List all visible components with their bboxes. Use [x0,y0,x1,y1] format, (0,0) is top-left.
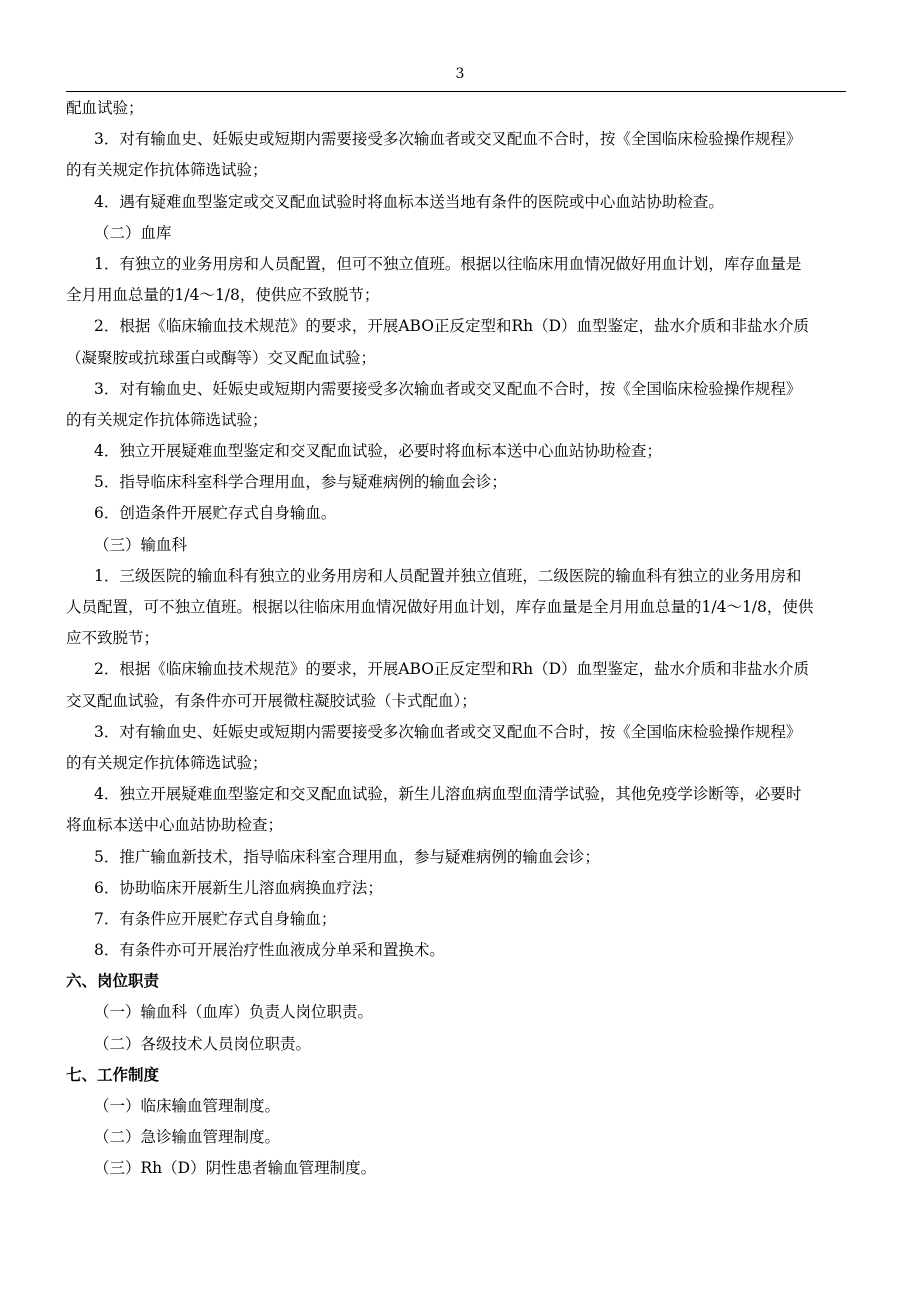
text-line: 3．对有输血史、妊娠史或短期内需要接受多次输血者或交叉配血不合时，按《全国临床检验操作规程》 [94,722,802,741]
text-line: 6．创造条件开展贮存式自身输血。 [94,504,337,523]
text-line: 的有关规定作抗体筛选试验； [66,753,268,772]
text-line: 3．对有输血史、妊娠史或短期内需要接受多次输血者或交叉配血不合时，按《全国临床检验操作规程》 [94,130,802,149]
text-line: 的有关规定作抗体筛选试验； [66,410,268,429]
text-line: （一）输血科（血库）负责人岗位职责。 [94,1003,374,1022]
header-rule [66,91,846,92]
text-line: （三）Rh（D）阴性患者输血管理制度。 [94,1159,377,1178]
text-line: 将血标本送中心血站协助检查； [66,816,284,835]
text-line: （三）输血科 [94,535,188,554]
text-line: 8．有条件亦可开展治疗性血液成分单采和置换术。 [94,941,445,960]
text-line: 交叉配血试验，有条件亦可开展微柱凝胶试验（卡式配血）； [66,691,477,710]
text-line: 2．根据《临床输血技术规范》的要求，开展ABO正反定型和Rh（D）血型鉴定，盐水介质和非盐水介质 [94,660,810,679]
text-line: （凝聚胺或抗球蛋白或酶等）交叉配血试验； [66,348,377,367]
text-line: 7．有条件应开展贮存式自身输血； [94,909,337,928]
text-line: 2．根据《临床输血技术规范》的要求，开展ABO正反定型和Rh（D）血型鉴定，盐水介质和非盐水介质 [94,317,810,336]
text-line: 5．指导临床科室科学合理用血，参与疑难病例的输血会诊； [94,473,507,492]
text-line: 人员配置，可不独立值班。根据以往临床用血情况做好用血计划，库存血量是全月用血总量的1/4～1/8，使供 [66,598,814,616]
text-line: 6．协助临床开展新生儿溶血病换血疗法； [94,878,383,897]
text-line: （二）各级技术人员岗位职责。 [94,1034,312,1053]
text-line: 4．独立开展疑难血型鉴定和交叉配血试验，必要时将血标本送中心血站协助检查； [94,442,662,461]
text-line: 4．独立开展疑难血型鉴定和交叉配血试验，新生儿溶血病血型血清学试验，其他免疫学诊断等，必要时 [94,785,802,804]
text-line: 全月用血总量的1/4～1/8，使供应不致脱节； [66,286,380,305]
text-line: （二）急诊输血管理制度。 [94,1128,281,1147]
text-line: 的有关规定作抗体筛选试验； [66,161,268,180]
document-body [66,93,846,1185]
text-line: （二）血库 [94,223,172,242]
text-line: 5．推广输血新技术，指导临床科室合理用血，参与疑难病例的输血会诊； [94,847,600,866]
text-line: 4．遇有疑难血型鉴定或交叉配血试验时将血标本送当地有条件的医院或中心血站协助检查。 [94,192,724,211]
text-line: 1．三级医院的输血科有独立的业务用房和人员配置并独立值班，二级医院的输血科有独立的业务用房和 [94,566,802,585]
text-line: 1．有独立的业务用房和人员配置，但可不独立值班。根据以往临床用血情况做好用血计划，库存血量是 [94,254,802,273]
section-heading: 六、岗位职责 [66,972,160,991]
text-line: （一）临床输血管理制度。 [94,1097,281,1115]
section-heading: 七、工作制度 [66,1065,160,1084]
text-line: 应不致脱节； [66,629,160,648]
text-line: 3．对有输血史、妊娠史或短期内需要接受多次输血者或交叉配血不合时，按《全国临床检验操作规程》 [94,379,802,398]
text-line: 配血试验； [66,99,144,117]
page-number: 3 [455,66,465,82]
